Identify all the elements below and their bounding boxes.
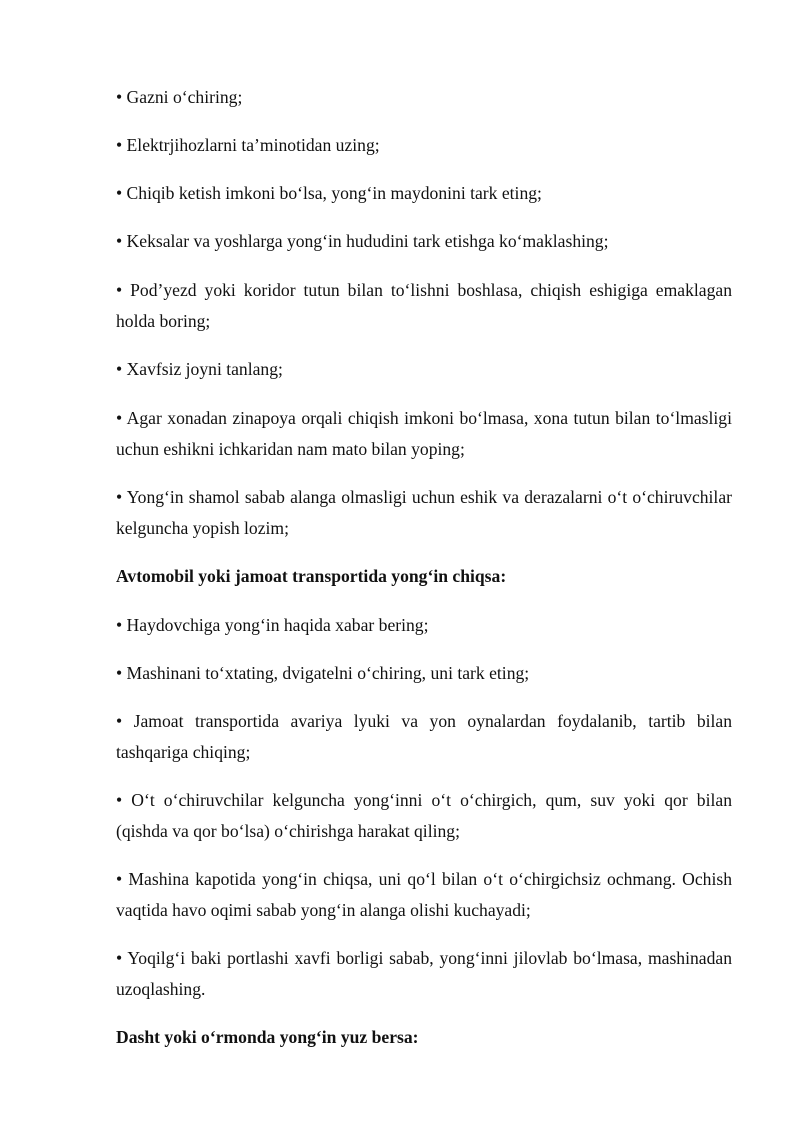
bullet-help-elderly-young: • Keksalar va yoshlarga yong‘in hududini tark etishga ko‘maklashing; <box>116 231 609 251</box>
bullet-emergency-hatch: • Jamoat transportida avariya lyuki va yon oynalardan foydalanib, tartib bilan tashqariga chiqing; <box>116 711 732 762</box>
bullet-choose-safe-place: • Xavfsiz joyni tanlang; <box>116 359 283 379</box>
bullet-inform-driver: • Haydovchiga yong‘in haqida xabar bering; <box>116 615 429 635</box>
bullet-unplug-electrics: • Elektrjihozlarni ta’minotidan uzing; <box>116 135 380 155</box>
bullet-seal-door-wet-cloth: • Agar xonadan zinapoya orqali chiqish imkoni bo‘lmasa, xona tutun bilan to‘lmasligi uchun eshikni ichkaridan nam mato bilan yoping; <box>116 408 732 459</box>
heading-steppe-forest-fire: Dasht yoki o‘rmonda yong‘in yuz bersa: <box>116 1027 419 1047</box>
bullet-hood-fire: • Mashina kapotida yong‘in chiqsa, uni qo‘l bilan o‘t o‘chirgichsiz ochmang. Ochish vaqtida havo oqimi sabab yong‘in alanga olishi kuchayadi; <box>116 869 732 920</box>
bullet-stop-car: • Mashinani to‘xtating, dvigatelni o‘chiring, uni tark eting; <box>116 663 530 683</box>
bullet-fuel-tank-risk: • Yoqilg‘i baki portlashi xavfi borligi sabab, yong‘inni jilovlab bo‘lmasa, mashinadan uzoqlashing. <box>116 948 732 999</box>
bullet-crawl-to-exit: • Pod’yezd yoki koridor tutun bilan to‘lishni boshlasa, chiqish eshigiga emaklagan holda boring; <box>116 280 732 331</box>
bullet-gas-off: • Gazni o‘chiring; <box>116 87 243 107</box>
heading-vehicle-fire: Avtomobil yoki jamoat transportida yong‘in chiqsa: <box>116 566 507 586</box>
bullet-leave-fire-area: • Chiqib ketish imkoni bo‘lsa, yong‘in maydonini tark eting; <box>116 183 542 203</box>
bullet-close-doors-windows: • Yong‘in shamol sabab alanga olmasligi uchun eshik va derazalarni o‘t o‘chiruvchilar kelguncha yopish lozim; <box>116 487 732 538</box>
bullet-extinguish-attempt: • O‘t o‘chiruvchilar kelguncha yong‘inni o‘t o‘chirgich, qum, suv yoki qor bilan (qishda va qor bo‘lsa) o‘chirishga harakat qiling; <box>116 790 732 841</box>
